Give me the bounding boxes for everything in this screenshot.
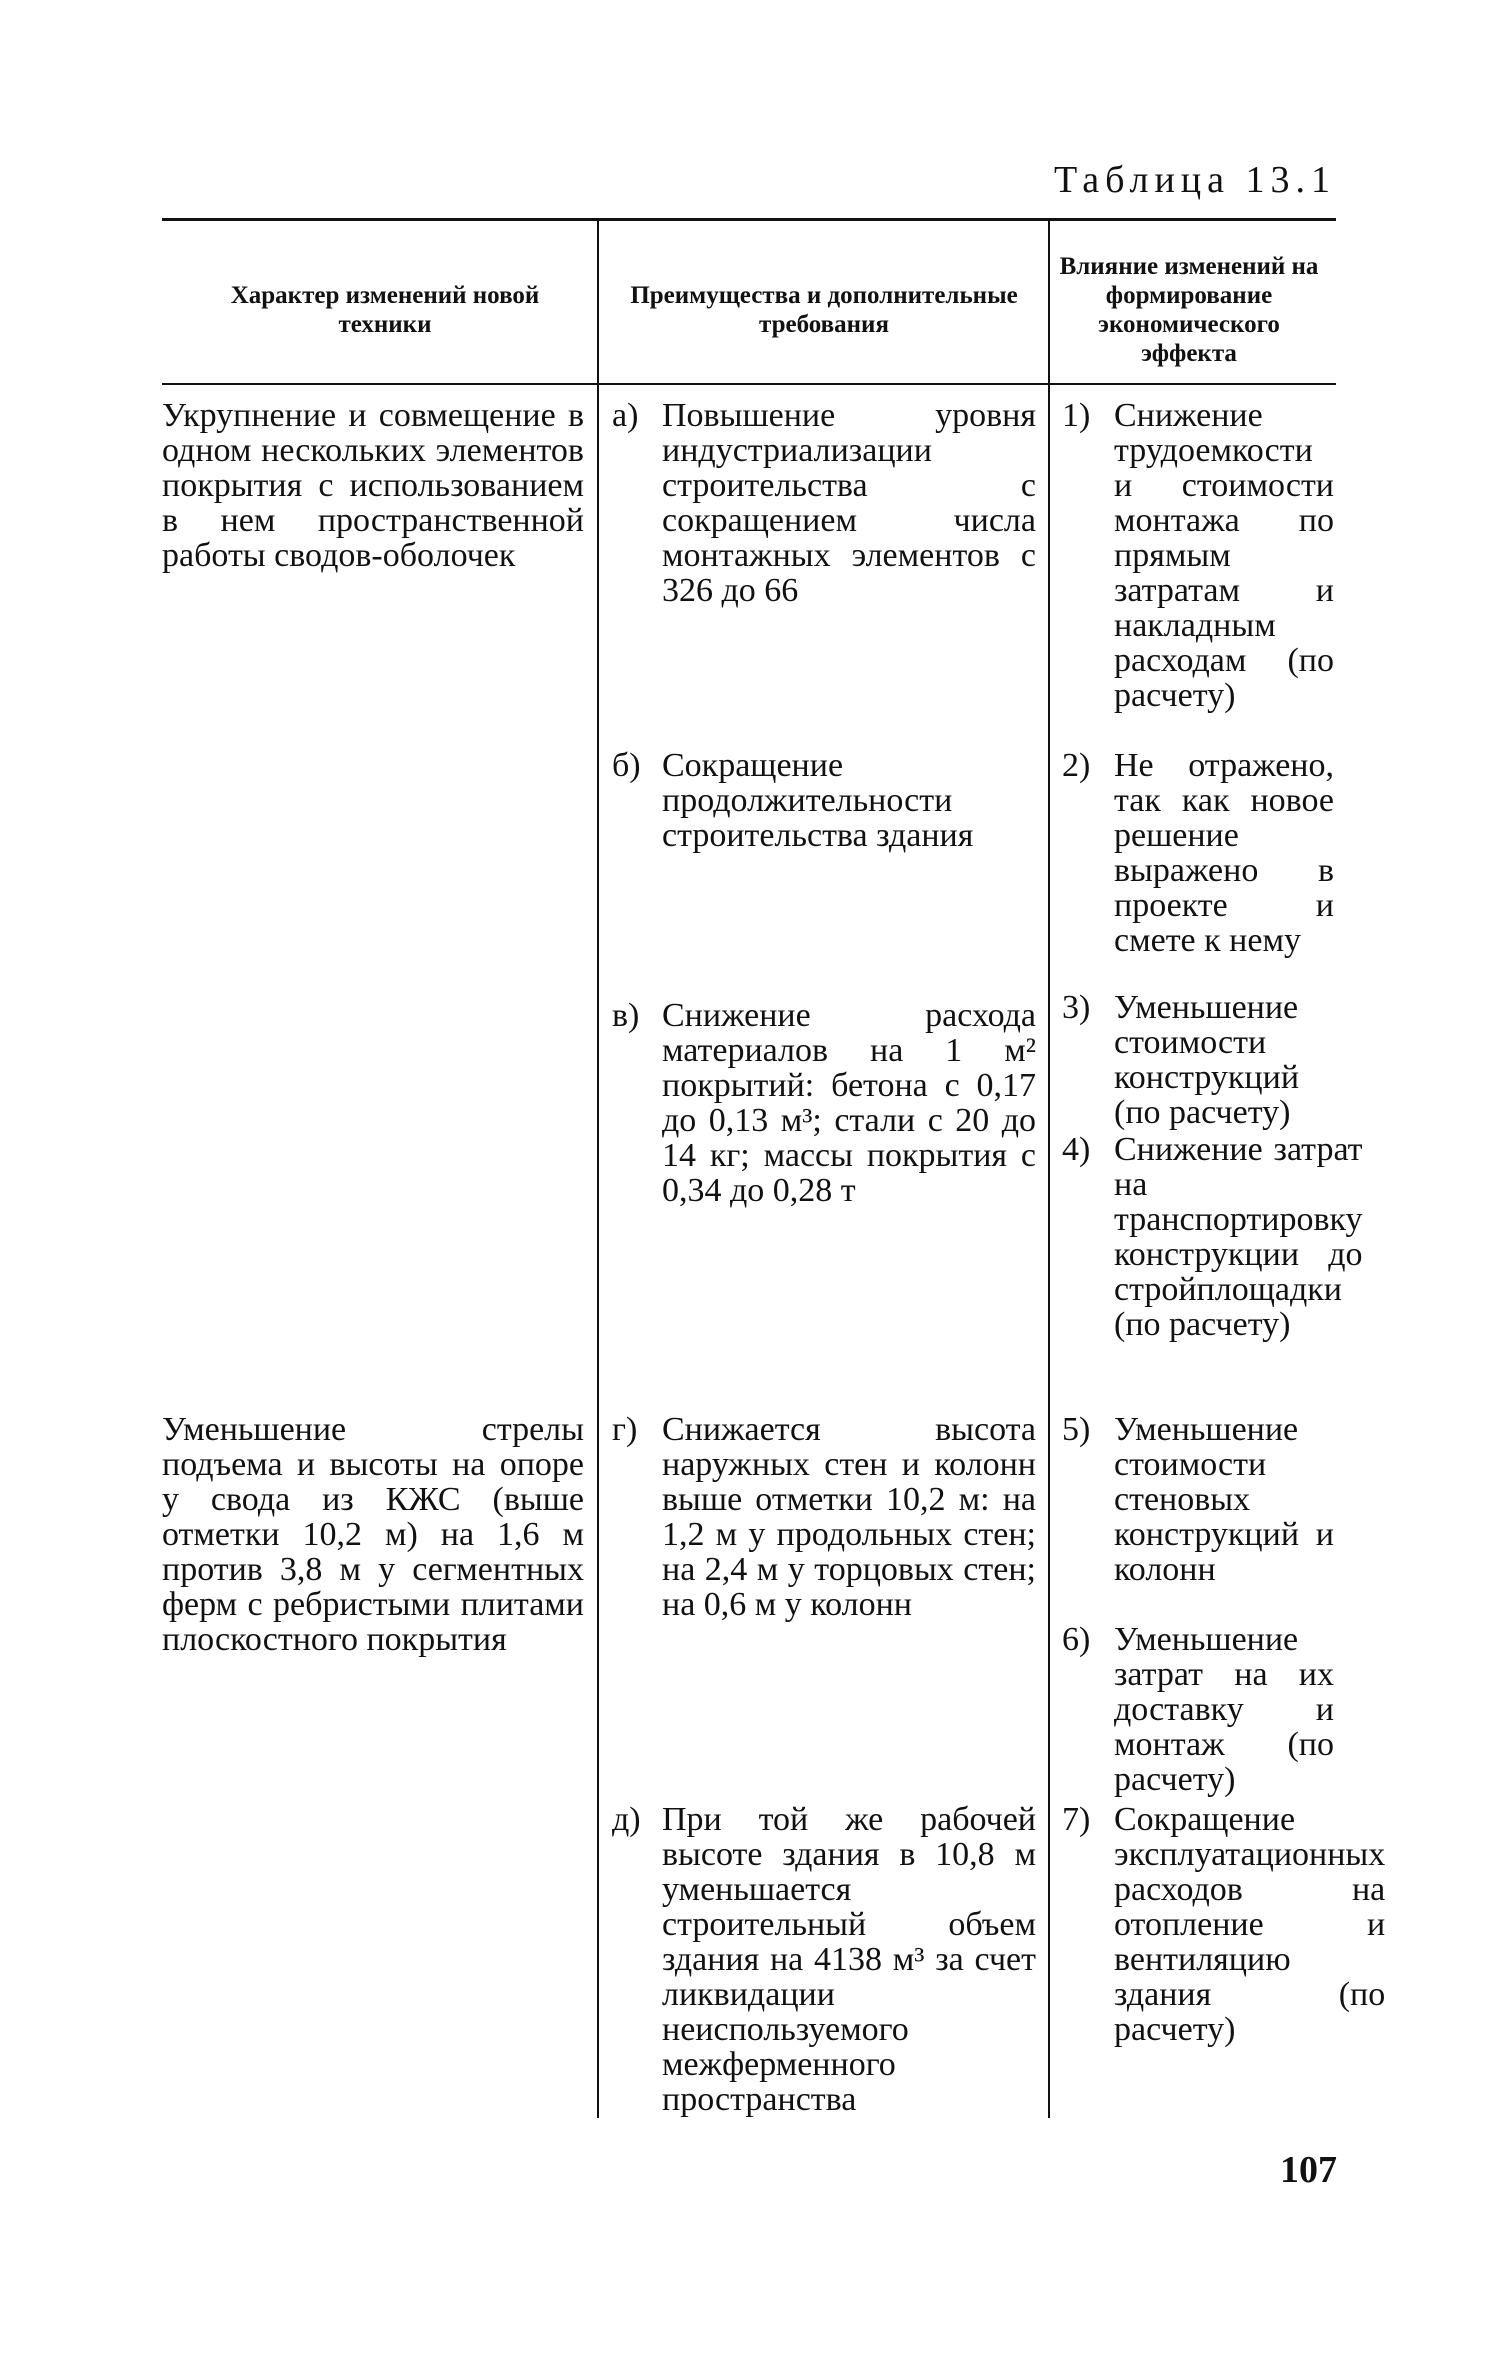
advantage-d bbox=[612, 1802, 1036, 2117]
change-text-2: Уменьшение стрелы подъема и высоты на опоре у свода из КЖС (выше отметки 10,2 м) на 1,6 м против 3,8 м у сегментных ферм с ребристыми плитами плоскостного покрытия bbox=[162, 1411, 584, 1658]
effect-mark: 1) bbox=[1062, 397, 1091, 434]
effect-text: Уменьшение стоимости конструкций (по расчету) bbox=[1114, 989, 1300, 1131]
header-change: Характер изменений новой техники bbox=[230, 282, 540, 338]
effect-4 bbox=[1062, 1131, 1363, 1343]
effect-text: Уменьшение затрат на их доставку и монтаж (по расчету) bbox=[1114, 1621, 1334, 1798]
header-bottom-rule bbox=[162, 383, 1336, 385]
effect-7 bbox=[1062, 1801, 1386, 2048]
advantage-mark: б) bbox=[612, 747, 641, 784]
effect-text: Снижение затрат на транспортировку конструкции до стройплощадки (по расчету) bbox=[1114, 1131, 1363, 1343]
effect-1 bbox=[1062, 398, 1334, 713]
page-number: 107 bbox=[1280, 2149, 1337, 2191]
advantage-a bbox=[612, 398, 1036, 608]
effect-2 bbox=[1062, 748, 1334, 958]
effect-6 bbox=[1062, 1622, 1334, 1797]
advantage-text: Сокращение продолжительности строительства здания bbox=[662, 747, 974, 854]
advantage-b bbox=[612, 748, 1036, 853]
effect-text: Сокращение эксплуатационных расходов на отопление и вентиляцию здания (по расчету) bbox=[1114, 1801, 1386, 2048]
advantage-mark: г) bbox=[612, 1411, 638, 1448]
advantage-text: При той же рабочей высоте здания в 10,8 м уменьшается строительный объем здания на 4138 м³ за счет ликвидации неиспользуемого межферменного пространства bbox=[662, 1801, 1036, 2118]
advantage-text: Повышение уровня индустриализации строительства с сокращением числа монтажных элементов с 326 до 66 bbox=[662, 397, 1036, 609]
advantage-v bbox=[612, 998, 1036, 1208]
effect-mark: 7) bbox=[1062, 1801, 1091, 1838]
advantage-g bbox=[612, 1412, 1036, 1622]
advantage-text: Снижение расхода материалов на 1 м² покрытий: бетона с 0,17 до 0,13 м³; стали с 20 до 14 кг; массы покрытия с 0,34 до 0,28 т bbox=[662, 997, 1036, 1209]
column-divider-2 bbox=[1048, 218, 1050, 2118]
advantage-text: Снижается высота наружных стен и колонн выше отметки 10,2 м: на 1,2 м у продольных стен; на 2,4 м у торцовых стен; на 0,6 м у колонн bbox=[662, 1411, 1036, 1623]
effect-3 bbox=[1062, 990, 1334, 1130]
advantage-mark: а) bbox=[612, 397, 639, 434]
effect-mark: 3) bbox=[1062, 989, 1091, 1026]
effect-text: Снижение трудоемкости и стоимости монтажа по прямым затратам и накладным расходам (по расчету) bbox=[1114, 397, 1334, 714]
effect-text: Не отражено, так как новое решение выражено в проекте и смете к нему bbox=[1114, 747, 1334, 959]
advantage-mark: д) bbox=[612, 1801, 641, 1838]
effect-text: Уменьшение стоимости стеновых конструкций и колонн bbox=[1114, 1411, 1334, 1588]
header-effect: Влияние изменений на формирование экономического эффекта bbox=[1059, 253, 1319, 367]
table-caption: Таблица 13.1 bbox=[1053, 159, 1336, 201]
effect-mark: 6) bbox=[1062, 1621, 1091, 1658]
change-text-1: Укрупнение и совмещение в одном нескольких элементов покрытия с использованием в нем пространственной работы сводов-оболочек bbox=[162, 397, 584, 574]
effect-5 bbox=[1062, 1412, 1334, 1587]
effect-mark: 2) bbox=[1062, 747, 1091, 784]
table-top-rule bbox=[162, 218, 1336, 221]
column-divider-1 bbox=[597, 218, 599, 2118]
header-advantages: Преимущества и дополнительные требования bbox=[630, 282, 1018, 338]
effect-mark: 5) bbox=[1062, 1411, 1091, 1448]
effect-mark: 4) bbox=[1062, 1131, 1091, 1168]
advantage-mark: в) bbox=[612, 997, 640, 1034]
